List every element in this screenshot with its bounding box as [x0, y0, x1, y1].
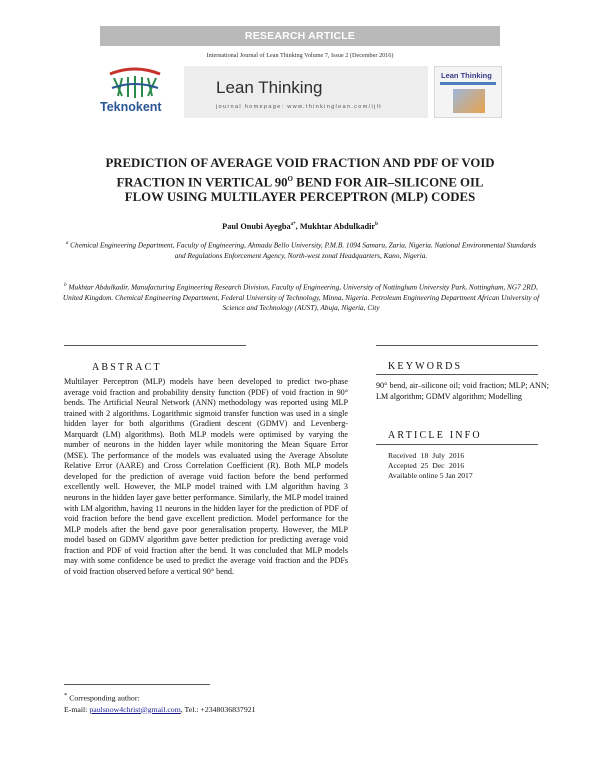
article-info-divider: [376, 444, 538, 445]
author-1: Paul Onubi Ayegba: [222, 222, 291, 231]
cover-title: Lean Thinking: [441, 71, 492, 80]
article-dates-table: [388, 451, 468, 471]
received-label: Received: [388, 451, 417, 460]
affiliation-a-text: Chemical Engineering Department, Faculty of Engineering, Ahmadu Bello University, P.M.B. 1094 Samaru, Zaria, Nigeria. National Environmental Standards and Regulations Enforcement Agency, North-west zonal Headquarters, Kano, Nigeria.: [68, 240, 537, 260]
article-type-banner: RESEARCH ARTICLE: [100, 26, 500, 46]
author-2: Mukhtar Abdulkadir: [299, 222, 376, 231]
footnote-label: Corresponding author:: [67, 693, 140, 703]
footnote-mark: *: [64, 692, 68, 699]
accepted-year: 2016: [448, 460, 465, 470]
journal-cover-thumbnail: [434, 66, 502, 118]
journal-header: [96, 66, 504, 118]
article-info: [388, 451, 473, 480]
abstract-heading: ABSTRACT: [92, 362, 162, 373]
accepted-row: [388, 461, 468, 471]
accepted-month: Dec: [432, 460, 445, 470]
title-line-2a: FRACTION IN VERTICAL 90: [116, 174, 288, 189]
author-1-mark: a*: [290, 222, 296, 228]
accepted-label: Accepted: [388, 460, 417, 470]
affiliation-b-mark: b: [64, 283, 67, 288]
received-year: 2016: [448, 451, 465, 460]
abstract-text: Multilayer Perceptron (MLP) models have been developed to predict two-phase average void fraction and probability density function (PDF) of void fraction in 90° bends. The Artificial Neural Network (ANN) methodology was reported using MLP trained with 2 algorithms. Logarithmic sigmoid transfer function was used in a single hidden layer for both algorithms (Gradient descent (GDMV) and Levenberg-Marquardt (LM) algorithms). Both MLP models were optimised by varying the number of neurons in the hidden layer while monitoring the Mean Square Error (MSE). The performance of the models was evaluated using the Average Absolute Relative Error (AARE) and Cross Correlation Coefficient (R). Both MLP models developed for the prediction of average void faction before the bend performed excellently well. However, the MLP model trained with LM algorithm having 3 neurons in the hidden layer gave better performance. Similarly, the MLP model trained with LM algorithm, having 11 neurons in the hidden layer for the prediction of PDF of void fraction before the bend gave excellent prediction. Model performance for the MLP models after the bend gave poor generalisation property. However, the MLP model based on GDMV algorithm gave better prediction for predicting average void fraction and PDF of void fraction after the bend. It was concluded that MLP models may with some confidence be used to predict the average void fraction and the PDFs of void fraction observed before a vertical 90° bend.: [64, 377, 348, 576]
available-online: Available online 5 Jan 2017: [388, 470, 473, 480]
author-phone: , Tel.: +2348036837921: [180, 704, 256, 714]
received-month: July: [432, 451, 445, 460]
publisher-logo-text: Teknokent: [100, 100, 162, 114]
journal-citation: International Journal of Lean Thinking Volume 7, Issue 2 (December 2016): [206, 52, 394, 59]
email-label: E-mail:: [64, 704, 90, 714]
corresponding-author-footnote: [64, 690, 256, 715]
footnote-divider: [64, 684, 210, 685]
title-line-1: PREDICTION OF AVERAGE VOID FRACTION AND PDF OF VOID: [105, 156, 495, 170]
cover-stripe: [440, 82, 496, 85]
author-2-mark: b: [375, 222, 378, 228]
author-list: [0, 222, 600, 231]
journal-homepage[interactable]: journal homepage: www.thinkinglean.com/ijlt: [216, 104, 382, 110]
teknokent-emblem-icon: [104, 66, 166, 100]
journal-title: Lean Thinking: [216, 78, 323, 97]
keywords-text: 90° bend, air–silicone oil; void fraction; MLP; ANN; LM algorithm; GDMV algorithm; Modelling: [376, 381, 549, 401]
publisher-logo[interactable]: [96, 66, 180, 118]
affiliation-b: [62, 281, 540, 313]
affiliation-a: [62, 239, 540, 261]
paper-title: [60, 156, 540, 206]
affiliation-b-text: Mukhtar Abdulkadir, Manufacturing Engineering Research Division, Faculty of Engineering, University of Nottingham University Park, Nottingham, NG7 2RD, United Kingdom. Chemical Engineering Department, Federal University of Technology, Minna, Nigeria. Petroleum Engineering Department African University of Science and Technology (AUST), Abuja, Nigeria, City: [62, 282, 540, 312]
received-day: 18: [420, 451, 429, 460]
received-row: [388, 451, 468, 461]
title-superscript: O: [287, 174, 293, 183]
title-line-3: FLOW USING MULTILAYER PERCEPTRON (MLP) CODES: [124, 190, 476, 205]
accepted-day: 25: [420, 460, 429, 470]
article-info-heading: ARTICLE INFO: [388, 430, 482, 441]
abstract-divider-top: [64, 345, 246, 346]
keywords-heading: KEYWORDS: [388, 361, 463, 372]
affiliation-a-mark: a: [65, 241, 69, 246]
author-separator: ,: [295, 222, 300, 231]
title-line-2b: BEND FOR AIR–SILICONE OIL: [292, 174, 484, 189]
author-email-link[interactable]: paulsnow4christ@gmail.com: [89, 704, 181, 714]
keywords-divider: [376, 374, 538, 375]
cover-image: [453, 89, 485, 113]
journal-title-block: [184, 66, 428, 118]
keywords-divider-top: [376, 345, 538, 346]
